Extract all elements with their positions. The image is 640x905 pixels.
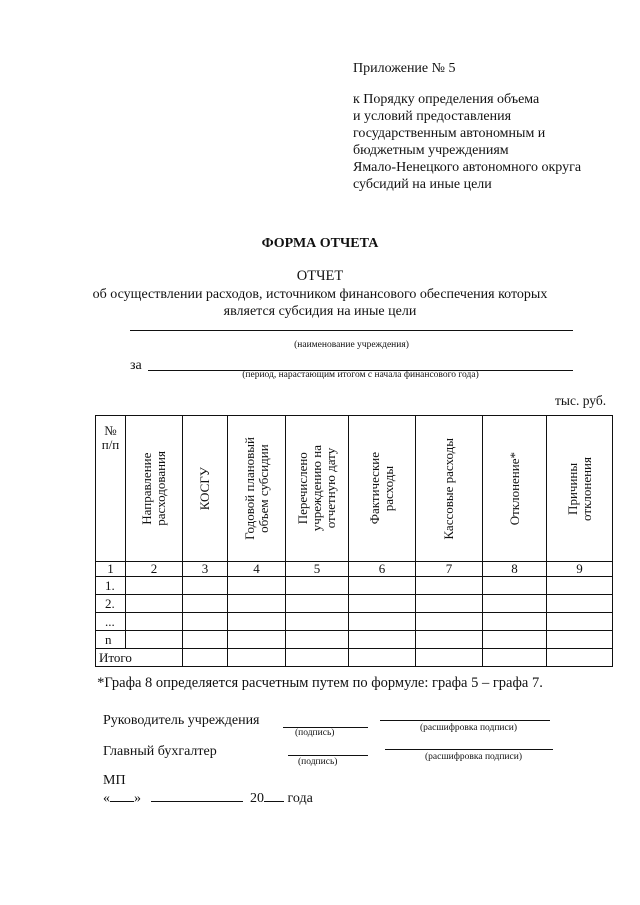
- header-cell: [547, 416, 613, 562]
- table-cell[interactable]: [349, 649, 416, 667]
- table-row: [96, 595, 613, 613]
- period-caption: (период, нарастающим итогом с начала финансового года): [242, 370, 479, 380]
- column-number: 8: [483, 562, 547, 577]
- table-row: [96, 613, 613, 631]
- period-prefix: за: [130, 358, 142, 373]
- table-cell[interactable]: [286, 577, 349, 595]
- table-cell[interactable]: [126, 577, 183, 595]
- table-cell[interactable]: [416, 613, 483, 631]
- column-number: 9: [547, 562, 613, 577]
- accountant-label: Главный бухгалтер: [103, 744, 217, 759]
- header-cell: [126, 416, 183, 562]
- table-cell[interactable]: [286, 649, 349, 667]
- row-number: 2.: [96, 595, 126, 613]
- header-transferred: Перечислено учреждению на отчетную дату: [295, 445, 338, 532]
- accountant-decode-line[interactable]: [385, 749, 553, 750]
- accountant-signature-caption: (подпись): [298, 757, 338, 767]
- column-number: 4: [228, 562, 286, 577]
- units-label: тыс. руб.: [555, 393, 607, 408]
- header-deviation: Отклонение*: [506, 451, 522, 526]
- header-number-sign: №: [104, 423, 117, 438]
- header-cell: [183, 416, 228, 562]
- table-cell[interactable]: [483, 577, 547, 595]
- column-number-row: [96, 562, 613, 577]
- report-subtitle: [60, 286, 580, 320]
- table-cell[interactable]: [183, 577, 228, 595]
- table-cell[interactable]: [483, 595, 547, 613]
- appendix-line: и условий предоставления: [353, 109, 512, 124]
- table-cell[interactable]: [547, 595, 613, 613]
- stamp-label: МП: [103, 773, 126, 788]
- report-table: [95, 415, 613, 667]
- report-subtitle-line2: является субсидия на иные цели: [223, 304, 417, 319]
- header-reasons: Причины отклонения: [564, 456, 594, 521]
- table-cell[interactable]: [416, 595, 483, 613]
- head-decode-line[interactable]: [380, 720, 550, 721]
- appendix-line: бюджетным учреждениям: [353, 143, 509, 158]
- table-cell[interactable]: [349, 577, 416, 595]
- column-number: 2: [126, 562, 183, 577]
- accountant-decode-caption: (расшифровка подписи): [425, 752, 522, 762]
- institution-caption: (наименование учреждения): [294, 340, 409, 350]
- header-annual-plan: Годовой плановый объем субсидии: [241, 437, 271, 540]
- table-cell[interactable]: [416, 649, 483, 667]
- table-row: [96, 631, 613, 649]
- header-cell: [286, 416, 349, 562]
- accountant-signature-line[interactable]: [288, 755, 368, 756]
- header-cash: Кассовые расходы: [441, 437, 456, 540]
- header-cell-number: [96, 416, 126, 562]
- header-cell: [416, 416, 483, 562]
- appendix-line: Ямало-Ненецкого автономного округа: [353, 160, 582, 175]
- table-cell[interactable]: [483, 613, 547, 631]
- column-number: 3: [183, 562, 228, 577]
- head-decode-caption: (расшифровка подписи): [420, 723, 517, 733]
- appendix-line: государственным автономным и: [353, 126, 546, 141]
- table-cell[interactable]: [183, 613, 228, 631]
- footnote: *Графа 8 определяется расчетным путем по формуле: графа 5 – графа 7.: [97, 675, 543, 691]
- table-cell[interactable]: [228, 649, 286, 667]
- header-cell: [483, 416, 547, 562]
- header-number-pp: п/п: [101, 437, 120, 452]
- institution-name-line: [130, 330, 573, 331]
- total-row: [96, 649, 613, 667]
- table-cell[interactable]: [483, 631, 547, 649]
- form-title: ФОРМА ОТЧЕТА: [261, 236, 379, 251]
- date-century: 20: [250, 791, 264, 806]
- appendix-title: Приложение № 5: [353, 61, 456, 76]
- table-cell[interactable]: [126, 631, 183, 649]
- appendix-line: субсидий на иные цели: [353, 177, 492, 192]
- header-kosgu: КОСГУ: [197, 466, 212, 511]
- date-day-blank[interactable]: [110, 801, 134, 802]
- column-number: 1: [96, 562, 126, 577]
- table-cell[interactable]: [547, 631, 613, 649]
- table-cell[interactable]: [416, 577, 483, 595]
- column-number: 6: [349, 562, 416, 577]
- table-cell[interactable]: [547, 649, 613, 667]
- appendix-line: к Порядку определения объема: [353, 92, 540, 107]
- header-direction: Направление расходования: [139, 451, 168, 526]
- table-cell[interactable]: [547, 613, 613, 631]
- table-cell[interactable]: [349, 595, 416, 613]
- table-cell[interactable]: [228, 577, 286, 595]
- header-actual: Фактические расходы: [367, 452, 396, 525]
- head-signature-caption: (подпись): [295, 728, 335, 738]
- date-open-quote: «: [103, 791, 110, 806]
- table-cell[interactable]: [286, 631, 349, 649]
- table-cell[interactable]: [349, 631, 416, 649]
- row-number: 1.: [96, 577, 126, 595]
- table-header-row: [96, 416, 613, 562]
- table-cell[interactable]: [416, 631, 483, 649]
- table-cell[interactable]: [483, 649, 547, 667]
- column-number: 5: [286, 562, 349, 577]
- header-cell: [349, 416, 416, 562]
- head-label: Руководитель учреждения: [103, 713, 260, 728]
- appendix-block: [353, 60, 581, 193]
- table-row: [96, 577, 613, 595]
- table-cell[interactable]: [349, 613, 416, 631]
- table-cell[interactable]: [183, 631, 228, 649]
- report-subtitle-line1: об осуществлении расходов, источником финансового обеспечения которых: [92, 287, 548, 302]
- table-cell[interactable]: [228, 613, 286, 631]
- table-cell[interactable]: [183, 595, 228, 613]
- table-cell[interactable]: [547, 577, 613, 595]
- row-number: ...: [96, 613, 126, 631]
- date-month-blank[interactable]: [151, 801, 243, 802]
- header-cell: [228, 416, 286, 562]
- date-suffix: года: [287, 791, 313, 806]
- date-year-blank[interactable]: [264, 801, 284, 802]
- table-cell[interactable]: [286, 613, 349, 631]
- table-cell[interactable]: [228, 631, 286, 649]
- column-number: 7: [416, 562, 483, 577]
- row-number: n: [96, 631, 126, 649]
- table-cell[interactable]: [126, 595, 183, 613]
- date-close-quote: »: [134, 791, 141, 806]
- date-line: [103, 791, 313, 807]
- report-title: ОТЧЕТ: [296, 268, 344, 284]
- table-cell[interactable]: [228, 595, 286, 613]
- table-cell[interactable]: [126, 613, 183, 631]
- total-label: Итого: [96, 649, 183, 667]
- table-cell[interactable]: [286, 595, 349, 613]
- table-cell[interactable]: [183, 649, 228, 667]
